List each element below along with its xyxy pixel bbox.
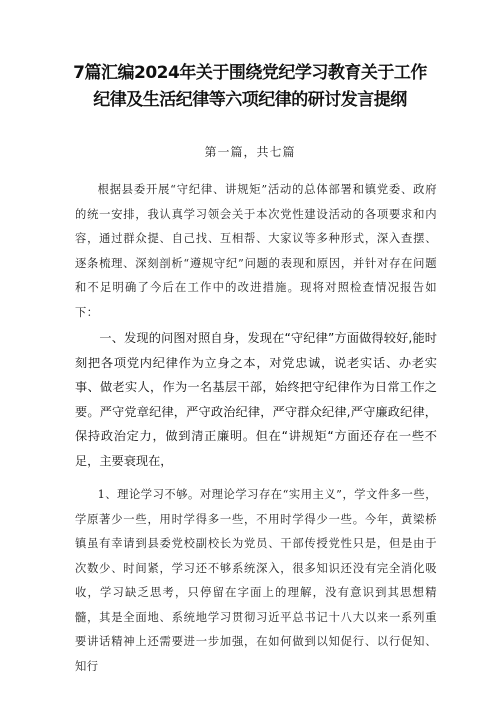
paragraph-item-one: 1、理论学习不够。对理论学习存在“实用主义”，学文件多一些，学原著少一些，用时学得多一些，不用时学得少一些。今年，黄梁桥镇虽有幸请到县委党校副校长为党员、干部传授党性只是，但是由于次数少、时间紧，学习还不够系统深入，很多知识还没有完全消化吸收，学习缺乏思考，只停留在字面上的理解，没有意识到其思想精髓，其是全面地、系统地学习贯彻习近平总书记十八大以来一系列重要讲话精神上还需要进一步加强，在如何做到以知促行、以行促知、知行 bbox=[75, 488, 437, 673]
paragraph-section-one: 一、发现的问图对照自身，发现在“守纪律”方面做得较好,能时刻把各项党内纪律作为立身之本，对党忠诚，说老实话、办老实事、做老实人，作为一名基层干部，始终把守纪律作为日常工作之要。严守党章纪律，严守政治纪律，严守群众纪律,严守廉政纪律，保持政治定力，做到清正廉明。但在“讲规矩“方面还存在一些不足，主要衰现在， bbox=[75, 331, 437, 468]
document-subtitle: 第一篇，共七篇 bbox=[204, 145, 296, 159]
document-title: 7篇汇编2024年关于围绕党纪学习教育关于工作纪律及生活纪律等六项纪律的研讨发言提纲 bbox=[73, 63, 427, 110]
paragraph-intro: 根据县委开展“守纪律、讲规矩”活动的总体部署和镇党委、政府的统一安排，我认真学习领会关于本次党性建设活动的各项要求和内容，通过群众提、自己找、互相帮、大家议等多种形式，深入查摆、逐条梳理、深刻剖析“遵规守纪”问题的表现和原因，并针对存在问题和不足明确了今后在工作中的改进措施。现将对照检查情况报告如下： bbox=[75, 183, 437, 319]
